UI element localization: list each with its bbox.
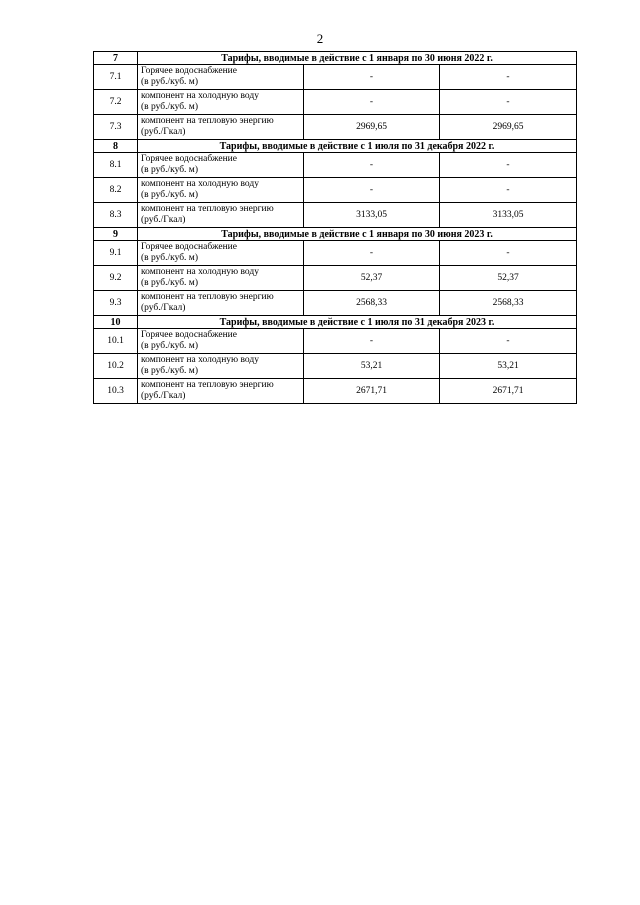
row-name [138,65,304,90]
row-number: 10.1 [94,329,138,354]
row-name-line1: Горячее водоснабжение [141,154,237,164]
value-cell-2: 53,21 [440,354,577,379]
value-cell-1: 2969,65 [304,115,440,140]
row-name-line1: Горячее водоснабжение [141,330,237,340]
row-name-line1: Горячее водоснабжение [141,66,237,76]
value-cell-1: - [304,90,440,115]
section-number: 7 [94,52,138,65]
value-cell-1: 2671,71 [304,379,440,404]
table-row [94,354,577,379]
section-title: Тарифы, вводимые в действие с 1 января по 30 июня 2022 г. [138,52,577,65]
section-header-row [94,52,577,65]
table-row [94,241,577,266]
table-row [94,266,577,291]
row-name-line1: компонент на тепловую энергию [141,204,274,214]
row-number: 9.2 [94,266,138,291]
table-row [94,153,577,178]
table-row [94,178,577,203]
value-cell-2: 2969,65 [440,115,577,140]
row-name-line1: компонент на тепловую энергию [141,380,274,390]
row-number: 8.3 [94,203,138,228]
table-row [94,203,577,228]
value-cell-2: 52,37 [440,266,577,291]
row-name-line2: (руб./Гкал) [141,391,186,401]
section-header-row [94,140,577,153]
row-number: 9.3 [94,291,138,316]
value-cell-2: - [440,90,577,115]
row-name [138,241,304,266]
value-cell-1: - [304,178,440,203]
table-row [94,65,577,90]
row-number: 9.1 [94,241,138,266]
section-title: Тарифы, вводимые в действие с 1 июля по 31 декабря 2023 г. [138,316,577,329]
value-cell-1: - [304,153,440,178]
section-header-row [94,228,577,241]
page-number: 2 [316,31,324,46]
row-name-line2: (в руб./куб. м) [141,278,198,288]
row-name-line2: (в руб./куб. м) [141,366,198,376]
value-cell-1: - [304,329,440,354]
row-name-line2: (в руб./куб. м) [141,190,198,200]
row-number: 8.2 [94,178,138,203]
value-cell-1: 2568,33 [304,291,440,316]
row-name-line2: (в руб./куб. м) [141,77,198,87]
value-cell-1: 3133,05 [304,203,440,228]
row-name [138,291,304,316]
section-header-row [94,316,577,329]
table-row [94,90,577,115]
row-name-line2: (руб./Гкал) [141,127,186,137]
row-name [138,354,304,379]
section-number: 8 [94,140,138,153]
table-row [94,291,577,316]
value-cell-1: 53,21 [304,354,440,379]
value-cell-2: - [440,178,577,203]
row-number: 8.1 [94,153,138,178]
row-name [138,203,304,228]
row-name-line1: компонент на холодную воду [141,179,259,189]
row-name [138,178,304,203]
value-cell-2: - [440,241,577,266]
row-name [138,153,304,178]
section-title: Тарифы, вводимые в действие с 1 января по 30 июня 2023 г. [138,228,577,241]
row-number: 10.2 [94,354,138,379]
row-name [138,379,304,404]
row-name-line1: Горячее водоснабжение [141,242,237,252]
row-name-line2: (руб./Гкал) [141,303,186,313]
row-name-line2: (в руб./куб. м) [141,253,198,263]
row-name-line2: (руб./Гкал) [141,215,186,225]
value-cell-1: - [304,65,440,90]
table-row [94,379,577,404]
table-row [94,329,577,354]
row-name-line1: компонент на тепловую энергию [141,292,274,302]
row-name [138,266,304,291]
row-name-line2: (в руб./куб. м) [141,165,198,175]
row-number: 7.2 [94,90,138,115]
section-number: 9 [94,228,138,241]
value-cell-2: - [440,65,577,90]
row-number: 7.1 [94,65,138,90]
row-name-line1: компонент на холодную воду [141,267,259,277]
value-cell-2: - [440,329,577,354]
value-cell-2: 2671,71 [440,379,577,404]
value-cell-2: - [440,153,577,178]
row-name [138,115,304,140]
row-name [138,90,304,115]
row-name-line2: (в руб./куб. м) [141,341,198,351]
tariff-table-body [94,52,577,404]
row-number: 7.3 [94,115,138,140]
row-number: 10.3 [94,379,138,404]
tariff-table [93,51,577,404]
row-name-line1: компонент на тепловую энергию [141,116,274,126]
value-cell-2: 3133,05 [440,203,577,228]
value-cell-1: - [304,241,440,266]
value-cell-2: 2568,33 [440,291,577,316]
row-name-line1: компонент на холодную воду [141,355,259,365]
table-row [94,115,577,140]
row-name-line1: компонент на холодную воду [141,91,259,101]
value-cell-1: 52,37 [304,266,440,291]
row-name-line2: (в руб./куб. м) [141,102,198,112]
section-number: 10 [94,316,138,329]
section-title: Тарифы, вводимые в действие с 1 июля по 31 декабря 2022 г. [138,140,577,153]
row-name [138,329,304,354]
